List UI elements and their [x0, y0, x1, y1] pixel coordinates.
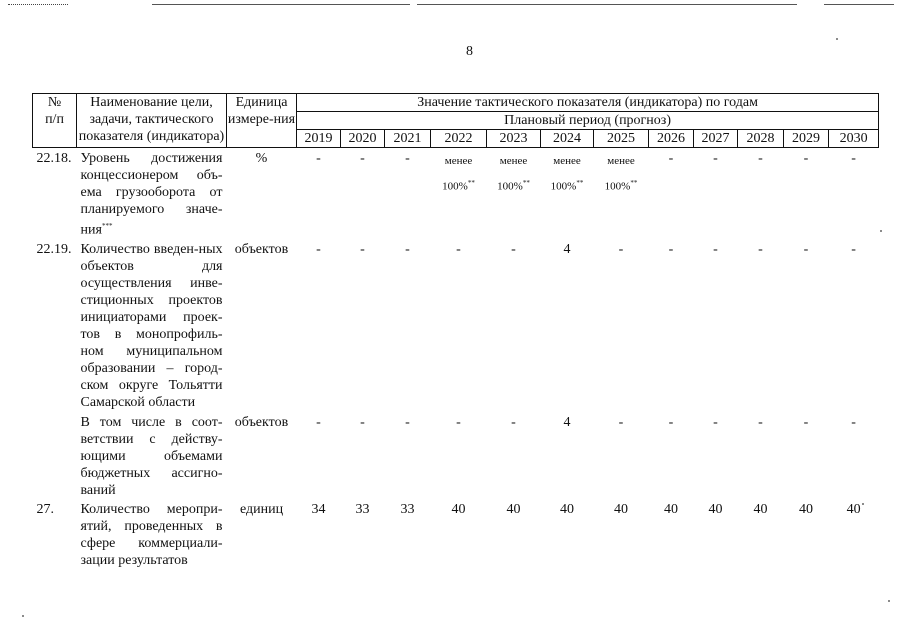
- value-cell: -: [316, 241, 321, 257]
- value-cell: 40: [614, 501, 628, 517]
- table-row: [33, 239, 879, 412]
- value-cell: -: [511, 414, 516, 430]
- header-year: 2023: [487, 130, 541, 148]
- value-cell: [541, 148, 594, 239]
- indicator-name: В том числе в соот-ветствии с действу-ющими объемами бюджетных ассигно-ваний: [80, 414, 223, 498]
- header-year: 2027: [694, 130, 738, 148]
- row-number: 22.18.: [36, 151, 72, 166]
- value-cell: -: [405, 241, 410, 257]
- row-number: 27.: [36, 501, 54, 517]
- value-cell: [431, 148, 487, 239]
- indicator-name: Количество введен-ных объектов для осуществления инве-стиционных проектов инициаторами проек-тов в монопрофиль-ном муниципальном образовании – город-ском округе Тольятти Самарской области: [80, 241, 223, 410]
- value-cell: 40: [753, 501, 768, 517]
- value-cell: [487, 148, 541, 239]
- value-cell: -: [405, 151, 410, 166]
- footnote-mark: **: [630, 179, 638, 187]
- footnote-mark: **: [467, 179, 475, 187]
- value-cell: -: [758, 241, 763, 257]
- footnote-mark: ***: [101, 222, 113, 230]
- value-cell: 40: [451, 501, 466, 517]
- scan-speck: [22, 615, 24, 617]
- value-cell: 33: [355, 501, 370, 517]
- indicator-table: [32, 93, 879, 569]
- value-cell: -: [713, 151, 718, 166]
- value-cell: -: [360, 414, 365, 430]
- value-cell: 40: [506, 501, 521, 517]
- header-year: 2020: [341, 130, 385, 148]
- value-cell: -: [758, 151, 763, 166]
- value-cell: -: [713, 241, 718, 257]
- header-year: 2022: [431, 130, 487, 148]
- header-year: 2028: [738, 130, 784, 148]
- value-text: менее 100%**: [442, 155, 475, 193]
- header-values: Значение тактического показателя (индикатора) по годам: [297, 94, 879, 112]
- value-cell: -: [668, 151, 674, 166]
- scan-artifact-line: [8, 4, 68, 5]
- unit-cell: объектов: [234, 414, 289, 430]
- value-cell: -: [618, 241, 624, 257]
- value-cell: -: [360, 151, 365, 166]
- scan-artifact-line: [152, 4, 410, 5]
- value-cell: -: [405, 414, 410, 430]
- scan-speck: [888, 600, 890, 602]
- value-cell: 40: [799, 501, 813, 517]
- header-year: 2025: [594, 130, 649, 148]
- value-cell: -: [618, 414, 624, 430]
- value-cell: 34: [311, 501, 326, 517]
- value-cell: -: [851, 414, 856, 430]
- indicator-name: [77, 148, 227, 239]
- row-number: [33, 412, 77, 499]
- value-cell: -: [713, 414, 718, 430]
- value-cell: -: [803, 241, 809, 257]
- row-number: 22.19.: [36, 241, 72, 257]
- value-cell: 40: [664, 501, 678, 517]
- value-cell: -: [668, 241, 674, 257]
- value-cell: 33: [400, 501, 415, 517]
- footnote-mark: **: [522, 179, 530, 187]
- value-cell: -: [803, 414, 809, 430]
- value-cell: 4: [563, 241, 571, 257]
- value-cell: -: [758, 414, 763, 430]
- value-cell: -: [456, 414, 461, 430]
- scan-speck: [880, 230, 882, 232]
- value-cell: -: [803, 151, 809, 166]
- header-year: 2021: [385, 130, 431, 148]
- header-year: 2029: [784, 130, 829, 148]
- header-year: 2030: [829, 130, 879, 148]
- value-cell: -: [316, 151, 321, 166]
- indicator-name: Количество меропри-ятий, проведенных в сфере коммерциали-зации результатов: [80, 501, 223, 568]
- scan-speck: [836, 38, 838, 40]
- indicator-name-text: Уровень достижения концессионером объ-ема грузооборота от планируемого значе-ния: [80, 151, 223, 238]
- header-name: Наименование цели, задачи, тактического показателя (индикатора): [77, 94, 227, 148]
- unit-cell: %: [255, 151, 268, 166]
- header-period: Плановый период (прогноз): [297, 112, 879, 130]
- value-cell: -: [851, 241, 856, 257]
- value-cell: -: [851, 151, 856, 166]
- value-text: менее 100%**: [604, 155, 638, 193]
- header-year: 2019: [297, 130, 341, 148]
- footnote-mark: **: [576, 179, 584, 187]
- scan-artifact-line: [417, 4, 797, 5]
- value-cell: 40: [708, 501, 723, 517]
- table-row: [33, 499, 879, 569]
- value-cell: -: [316, 414, 321, 430]
- header-unit: Единица измере-ния: [227, 94, 297, 148]
- table-row: [33, 412, 879, 499]
- page-number: 8: [466, 44, 473, 59]
- value-cell: 40: [846, 501, 861, 517]
- table-row: [33, 148, 879, 239]
- header-year: 2026: [649, 130, 694, 148]
- value-cell: 4: [563, 414, 571, 430]
- unit-cell: единиц: [239, 501, 284, 517]
- value-cell: -: [511, 241, 516, 257]
- scan-artifact-line: [824, 4, 894, 5]
- value-text: менее 100%**: [550, 155, 584, 193]
- value-cell: 40: [560, 501, 574, 517]
- value-cell: [594, 148, 649, 239]
- value-cell: -: [668, 414, 674, 430]
- value-text: менее 100%**: [497, 155, 530, 193]
- unit-cell: объектов: [234, 241, 289, 257]
- header-num: № п/п: [33, 94, 77, 148]
- value-cell: -: [360, 241, 365, 257]
- value-cell: -: [456, 241, 461, 257]
- header-year: 2024: [541, 130, 594, 148]
